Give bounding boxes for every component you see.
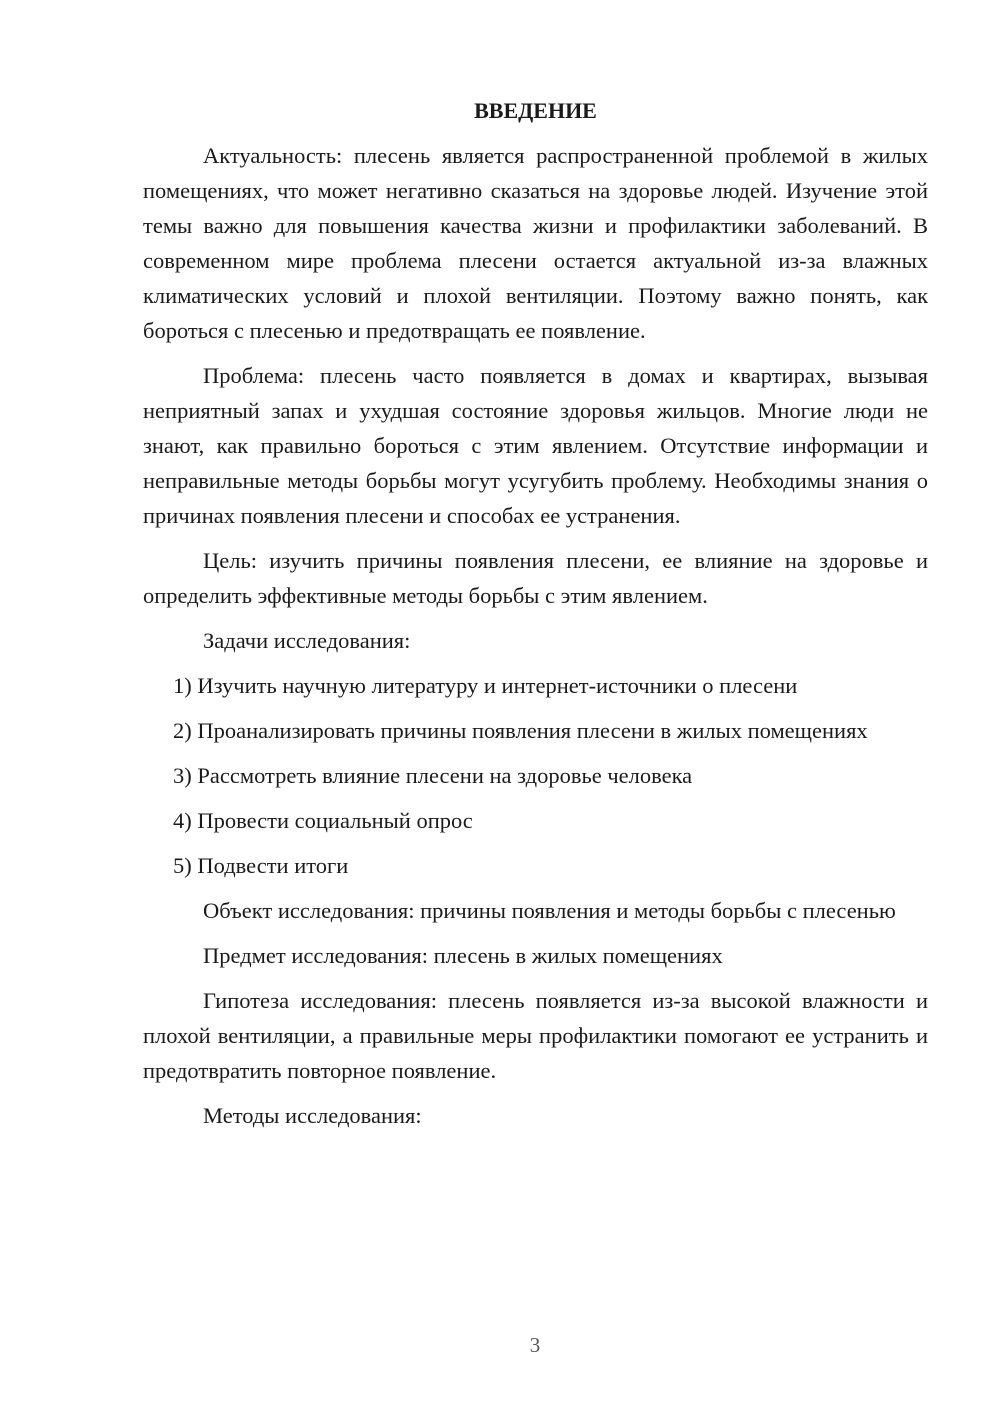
hypothesis-paragraph: Гипотеза исследования: плесень появляется из-за высокой влажности и плохой вентиляции, а правильные меры профилактики помогают ее устранить и предотвратить повторное появление. <box>143 988 928 1083</box>
object-paragraph: Объект исследования: причины появления и методы борьбы с плесенью <box>203 898 896 923</box>
page-number: 3 <box>529 1333 541 1357</box>
page-body <box>143 93 928 1143</box>
methods-heading: Методы исследования: <box>203 1103 422 1128</box>
task-item: 3) Рассмотреть влияние плесени на здоровье человека <box>173 763 693 788</box>
tasks-heading: Задачи исследования: <box>203 628 411 653</box>
task-item: 2) Проанализировать причины появления плесени в жилых помещениях <box>173 718 868 743</box>
section-title: ВВЕДЕНИЕ <box>474 98 597 123</box>
goal-paragraph: Цель: изучить причины появления плесени, ее влияние на здоровье и определить эффективные методы борьбы с этим явлением. <box>143 548 928 608</box>
relevance-paragraph: Актуальность: плесень является распространенной проблемой в жилых помещениях, что может негативно сказаться на здоровье людей. Изучение этой темы важно для повышения качества жизни и профилактики заболеваний. В современном мире проблема плесени остается актуальной из-за влажных климатических условий и плохой вентиляции. Поэтому важно понять, как бороться с плесенью и предотвращать ее появление. <box>143 143 928 343</box>
task-item: 1) Изучить научную литературу и интернет-источники о плесени <box>173 673 798 698</box>
task-item: 4) Провести социальный опрос <box>173 808 473 833</box>
problem-paragraph: Проблема: плесень часто появляется в домах и квартирах, вызывая неприятный запах и ухудшая состояние здоровья жильцов. Многие люди не знают, как правильно бороться с этим явлением. Отсутствие информации и неправильные методы борьбы могут усугубить проблему. Необходимы знания о причинах появления плесени и способах ее устранения. <box>143 363 928 528</box>
subject-paragraph: Предмет исследования: плесень в жилых помещениях <box>203 943 723 968</box>
task-item: 5) Подвести итоги <box>173 853 349 878</box>
